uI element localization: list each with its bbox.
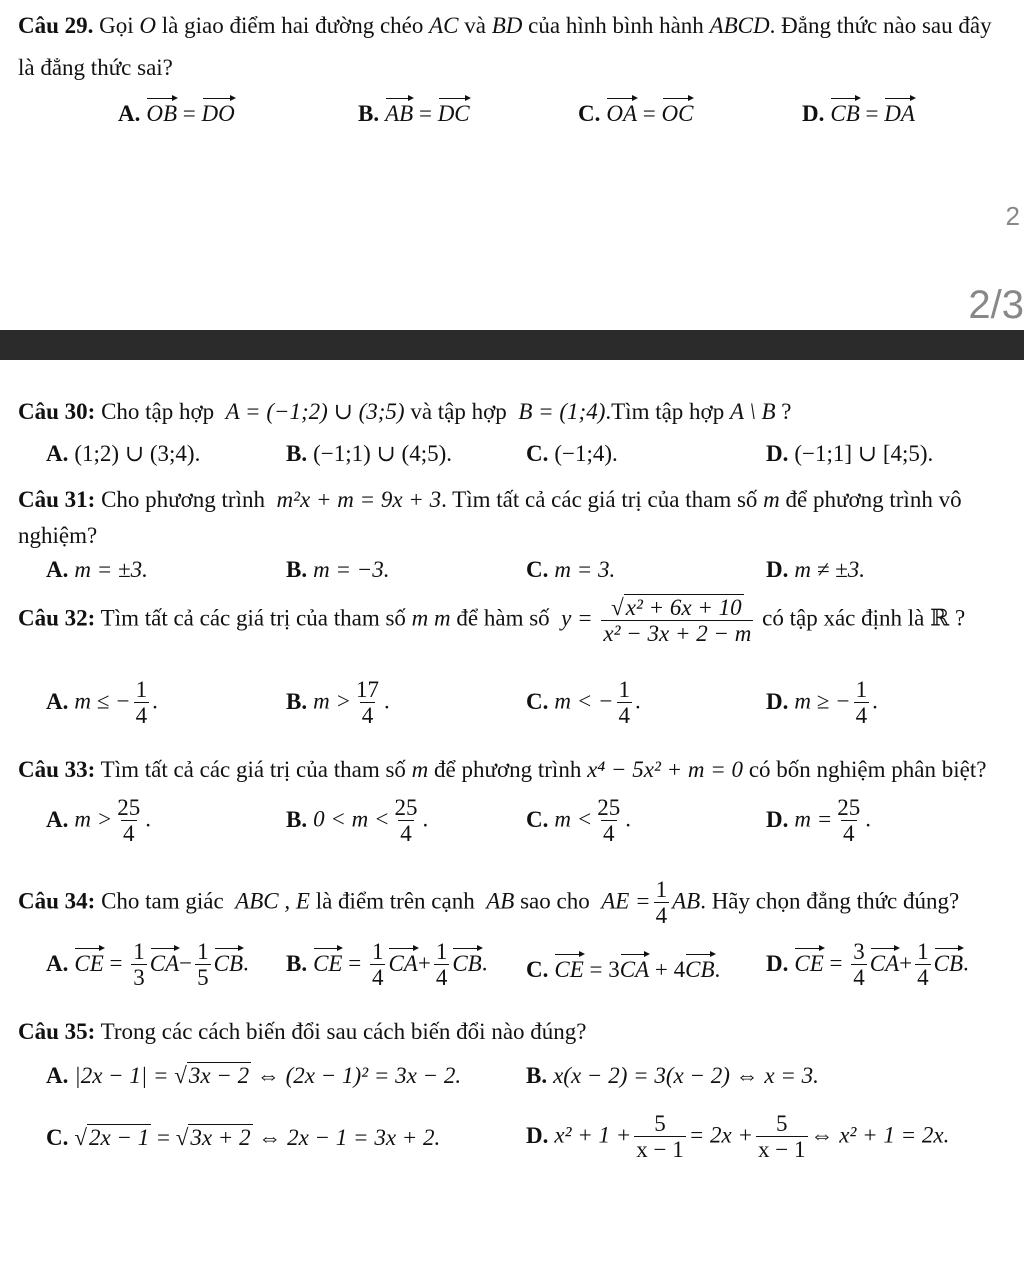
function-fraction: $\frac{\text{√x² + 6x + 10}}{\text{x² − 3x + 2 − m}}$ — [603, 595, 752, 647]
denominator: 4 — [123, 821, 135, 847]
question-text: và — [464, 13, 486, 38]
option-letter: C. — [526, 557, 549, 582]
vector: CE — [313, 946, 342, 979]
option-letter: C. — [526, 688, 549, 714]
question-text: có tập xác định là ℝ ? — [762, 605, 966, 631]
option-value: m = −3. — [313, 557, 390, 582]
denominator: 4 — [435, 965, 448, 991]
question-text: để phương trình — [434, 757, 582, 782]
option-letter: D. — [766, 441, 789, 466]
operator: = — [156, 1125, 170, 1150]
option-value: m ≥ − — [794, 688, 851, 714]
option-value: = 2x + — [688, 1122, 754, 1148]
vector: CB — [685, 952, 714, 985]
question-31 — [18, 486, 1024, 515]
option-letter: C. — [46, 1125, 69, 1150]
numerator: 1 — [371, 939, 384, 964]
option-value: (1;2) ∪ (3;4). — [74, 441, 201, 466]
option-letter: C. — [526, 806, 549, 832]
math: x⁴ − 5x² + m = 0 — [587, 757, 744, 782]
option-value: m = ±3. — [74, 557, 148, 582]
numerator: x² + 6x + 10 — [625, 595, 742, 620]
option-value: x² + 1 + — [554, 1122, 632, 1148]
option-c[interactable] — [526, 556, 615, 585]
punct: . — [422, 806, 429, 832]
numerator: 5 — [654, 1111, 666, 1136]
math: AE = — [601, 888, 651, 914]
operator: + — [899, 950, 913, 976]
option-value: m ≤ − — [74, 688, 131, 714]
option-letter: D. — [766, 688, 789, 714]
question-33 — [18, 756, 1024, 785]
option-letter: D. — [526, 1122, 549, 1148]
question-34 — [18, 878, 1024, 928]
math: A = (−1;2) ∪ (3;5) — [225, 399, 405, 424]
option-value: m = — [794, 806, 833, 832]
denominator: x − 1 — [636, 1137, 684, 1163]
question-text: Gọi — [99, 13, 134, 38]
option-d[interactable] — [766, 556, 865, 585]
vector: CE — [554, 952, 583, 985]
question-text: . Đẳng thức nào sau đây — [769, 13, 992, 38]
math: AB — [672, 888, 701, 914]
math: B = (1;4) — [518, 399, 606, 424]
numerator: 1 — [197, 939, 209, 964]
option-letter: A. — [118, 101, 141, 126]
fraction — [134, 678, 150, 728]
question-text: để hàm số — [456, 605, 550, 631]
vector: DC — [438, 96, 470, 129]
question-32 — [18, 594, 1024, 647]
math: O — [139, 13, 157, 38]
page-marker-small: 2 — [1005, 201, 1020, 231]
option-b[interactable] — [286, 678, 390, 728]
option-c[interactable]: C. √2x − 1 = √3x + 2 ⇔ 2x − 1 = 3x + 2. — [46, 1125, 441, 1150]
math: ABCD — [709, 13, 770, 38]
denominator: x − 1 — [758, 1137, 806, 1163]
page-marker-big: 2/3 — [968, 283, 1024, 327]
question-31-line2: nghiệm? — [18, 523, 98, 548]
option-b[interactable] — [526, 1062, 819, 1091]
option-letter: D. — [766, 950, 789, 976]
option-c[interactable] — [526, 678, 641, 728]
option-letter: A. — [46, 441, 69, 466]
option-letter: D. — [802, 101, 825, 126]
numerator: 25 — [117, 795, 141, 820]
punct: . — [625, 806, 632, 832]
fraction — [595, 796, 622, 846]
radicand: 2x − 1 — [89, 1125, 150, 1150]
denominator: 4 — [371, 965, 384, 991]
option-d[interactable]: D. CE = $\frac{3}{4}$ CA+ $\frac{1}{4}$ CB. — [766, 939, 969, 991]
denominator: 4 — [853, 965, 865, 991]
option-value: (−1;1] ∪ [4;5). — [794, 441, 934, 466]
question-29 — [18, 12, 1024, 41]
fraction — [634, 1112, 685, 1162]
vector: CB — [934, 946, 963, 979]
denominator: 4 — [917, 965, 929, 991]
option-letter: A. — [46, 557, 69, 582]
punct: . — [872, 688, 878, 714]
question-text: Cho tam giác — [101, 888, 224, 914]
vector: OB — [146, 96, 177, 129]
denominator: 4 — [843, 821, 855, 847]
question-35 — [18, 1018, 1024, 1047]
option-a[interactable] — [46, 678, 158, 728]
option-value: ⇔ 2x − 1 = 3x + 2. — [258, 1125, 441, 1150]
option-letter: C. — [526, 957, 549, 982]
vector: CE — [794, 946, 823, 979]
question-29-line2: là đẳng thức sai? — [18, 55, 173, 80]
math: AC — [429, 13, 459, 38]
denominator: 4 — [855, 703, 868, 729]
question-text: của hình bình hành — [528, 13, 704, 38]
punct: . — [865, 806, 872, 832]
option-letter: A. — [46, 950, 69, 976]
option-letter: C. — [526, 441, 549, 466]
denominator: 4 — [618, 703, 631, 729]
option-value: 0 < m < — [313, 806, 390, 832]
option-d[interactable] — [766, 678, 878, 728]
question-label: Câu 33: — [18, 757, 96, 782]
question-text: Cho phương trình — [101, 487, 265, 512]
option-value: x(x − 2) = 3(x − 2) ⇔ x = 3. — [553, 1063, 819, 1088]
option-a[interactable] — [46, 440, 200, 469]
vector: CA — [388, 946, 417, 979]
option-d[interactable] — [766, 440, 933, 469]
option-c[interactable]: C. OA = OC — [578, 96, 693, 129]
denominator: 4 — [400, 821, 412, 847]
option-value: (−1;4). — [554, 441, 618, 466]
question-label: Câu 34: — [18, 888, 96, 914]
question-text: sao cho — [520, 888, 590, 914]
math: m²x + m = 9x + 3 — [276, 487, 442, 512]
question-label: Câu 31: — [18, 487, 96, 512]
option-value: |2x − 1| = — [74, 1063, 169, 1088]
punct: . — [383, 688, 390, 714]
vector: OC — [662, 96, 694, 129]
numerator: 1 — [917, 939, 929, 964]
numerator: 1 — [135, 677, 148, 702]
fraction — [195, 940, 211, 990]
question-text: là giao điểm hai đường chéo — [161, 13, 424, 38]
option-letter: B. — [286, 950, 308, 976]
math: y = — [561, 605, 593, 631]
numerator: 1 — [618, 677, 631, 702]
radicand: 3x − 2 — [188, 1063, 250, 1088]
numerator: 17 — [355, 677, 379, 702]
vector: CA — [620, 952, 649, 985]
question-text: Tìm tất cả các giá trị của tham số — [100, 605, 406, 631]
option-value: m > — [313, 688, 351, 714]
fraction — [915, 940, 931, 990]
vector: CE — [74, 946, 103, 979]
fraction — [835, 796, 862, 846]
question-text: và tập hợp — [410, 399, 507, 424]
math: A \ B — [729, 399, 776, 424]
fraction — [393, 796, 420, 846]
question-text: Tìm tất cả các giá trị của tham số — [100, 757, 406, 782]
numerator: 1 — [133, 939, 145, 964]
option-value: ⇔ (2x − 1)² = 3x − 2. — [256, 1063, 462, 1088]
vector: DO — [202, 96, 235, 129]
denominator: 3 — [133, 965, 145, 991]
option-letter: B. — [286, 806, 308, 832]
option-letter: D. — [766, 557, 789, 582]
math: BD — [491, 13, 523, 38]
option-b[interactable] — [286, 556, 390, 585]
option-letter: B. — [358, 101, 380, 126]
question-text: ? — [781, 399, 792, 424]
option-d[interactable] — [526, 1112, 949, 1162]
vector: CA — [150, 946, 179, 979]
denominator: 4 — [603, 821, 615, 847]
question-label: Câu 35: — [18, 1019, 96, 1044]
operator: + — [417, 950, 431, 976]
question-text: có bốn nghiệm phân biệt? — [748, 757, 987, 782]
vector: CB — [830, 96, 859, 129]
math: m m — [411, 605, 451, 631]
question-text: Trong các cách biến đổi sau cách biến đổi nào đúng? — [100, 1019, 587, 1044]
option-b[interactable] — [286, 796, 428, 846]
option-a[interactable] — [46, 556, 148, 585]
option-d[interactable]: D. CB = DA — [802, 96, 915, 129]
fraction — [370, 940, 386, 990]
fraction — [115, 796, 142, 846]
fraction — [851, 940, 867, 990]
math: m — [763, 487, 780, 512]
fraction — [434, 940, 450, 990]
question-text: . Tìm tất cả các giá trị của tham số — [441, 487, 758, 512]
option-letter: B. — [286, 688, 308, 714]
numerator: 3 — [853, 939, 865, 964]
option-letter: D. — [766, 806, 789, 832]
option-c[interactable] — [526, 440, 618, 469]
punct: . — [635, 688, 641, 714]
vector: DA — [884, 96, 915, 129]
fraction — [131, 940, 147, 990]
option-a[interactable]: A. |2x − 1| = √3x − 2 ⇔ (2x − 1)² = 3x − 2. — [46, 1063, 462, 1088]
question-text: Cho tập hợp — [101, 399, 215, 424]
numerator: 25 — [394, 795, 418, 820]
denominator: 4 — [135, 703, 148, 729]
punct: . — [152, 688, 158, 714]
question-label: Câu 32: — [18, 605, 96, 631]
denominator: 4 — [361, 703, 374, 729]
option-letter: A. — [46, 688, 69, 714]
option-letter: A. — [46, 806, 69, 832]
option-a[interactable]: A. CE = $\frac{1}{3}$ CA− $\frac{1}{5}$ CB. — [46, 939, 249, 991]
vector: AB — [385, 96, 413, 129]
option-value: m > — [74, 806, 113, 832]
option-value: m < — [554, 806, 593, 832]
math: ABC , E — [235, 888, 310, 914]
option-value: m ≠ ±3. — [794, 557, 865, 582]
math: m — [411, 757, 429, 782]
option-c[interactable]: C. CE = 3CA + 4CB. — [526, 952, 720, 985]
question-30 — [18, 398, 1024, 427]
operator: − — [179, 950, 193, 976]
vector: CB — [214, 946, 243, 979]
denominator: 4 — [655, 903, 668, 929]
option-a[interactable] — [46, 796, 151, 846]
fraction — [354, 678, 381, 728]
fraction — [854, 678, 870, 728]
option-letter: B. — [526, 1063, 548, 1088]
option-b[interactable]: B. AB = DC — [358, 96, 470, 129]
vector: CB — [452, 946, 481, 979]
numerator: 5 — [776, 1111, 788, 1136]
option-letter: B. — [286, 441, 308, 466]
question-text: . Hãy chọn đẳng thức đúng? — [700, 888, 960, 914]
numerator: 25 — [837, 795, 861, 820]
question-text: để phương trình vô — [785, 487, 962, 512]
denominator: 5 — [197, 965, 209, 991]
option-value: (−1;1) ∪ (4;5). — [313, 441, 453, 466]
option-b[interactable] — [286, 440, 452, 469]
option-value: m = 3. — [554, 557, 616, 582]
numerator: 1 — [655, 877, 668, 902]
option-letter: C. — [578, 101, 601, 126]
page-separator — [0, 330, 1024, 360]
option-value: m < − — [554, 688, 614, 714]
punct: . — [145, 806, 152, 832]
question-text: .Tìm tập hợp — [605, 399, 725, 424]
numerator: 1 — [855, 677, 868, 702]
numerator: 25 — [597, 795, 621, 820]
question-text: là điểm trên cạnh — [315, 888, 475, 914]
option-c[interactable] — [526, 796, 631, 846]
option-b[interactable]: B. CE = $\frac{1}{4}$ CA+ $\frac{1}{4}$ CB. — [286, 939, 488, 991]
vector: CA — [870, 946, 899, 979]
radicand: 3x + 2 — [190, 1125, 251, 1150]
fraction — [756, 1112, 807, 1162]
numerator: 1 — [435, 939, 448, 964]
vector: OA — [606, 96, 637, 129]
fraction — [617, 678, 633, 728]
option-letter: B. — [286, 557, 308, 582]
option-value: ⇔ x² + 1 = 2x. — [810, 1122, 950, 1148]
question-label: Câu 29. — [18, 13, 94, 38]
question-label: Câu 30: — [18, 399, 96, 424]
denominator: x² − 3x + 2 − m — [603, 621, 752, 647]
option-d[interactable] — [766, 796, 871, 846]
fraction — [654, 878, 670, 928]
option-a[interactable]: A. OB = DO — [118, 96, 235, 129]
math: AB — [486, 888, 515, 914]
option-letter: A. — [46, 1063, 69, 1088]
